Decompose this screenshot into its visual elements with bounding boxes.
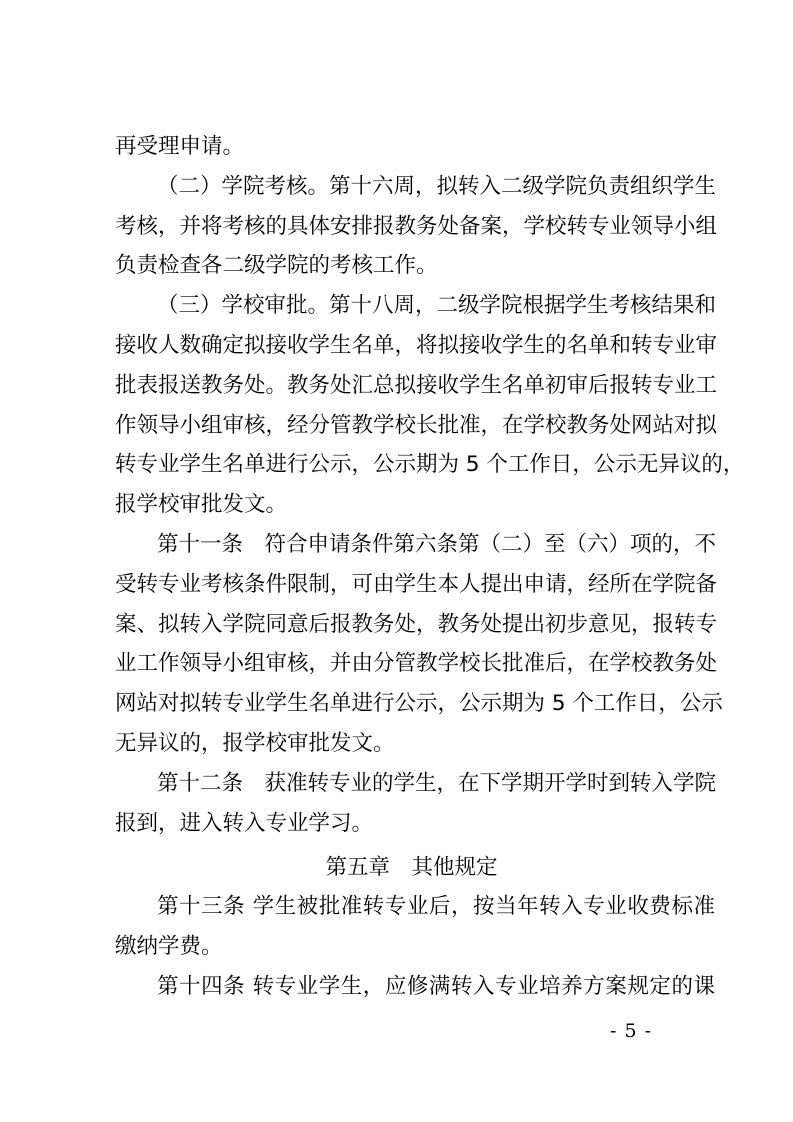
text-line: 缴纳学费。 xyxy=(115,934,223,959)
text-line: 转专业学生名单进行公示，公示期为 5 个工作日，公示无异议的， xyxy=(115,452,745,477)
text-line: 业工作领导小组审核，并由分管教学校长批准后，在学校教务处 xyxy=(115,651,718,676)
text-line: 批表报送教务处。教务处汇总拟接收学生名单初审后报转专业工 xyxy=(115,373,718,398)
text-line: 作领导小组审核，经分管教学校长批准，在学校教务处网站对拟 xyxy=(115,413,718,438)
text-line: 网站对拟转专业学生名单进行公示，公示期为 5 个工作日，公示 xyxy=(115,691,723,716)
text-line: （二）学院考核。第十六周，拟转入二级学院负责组织学生 xyxy=(157,174,717,199)
text-line: 报到，进入转入专业学习。 xyxy=(115,811,374,836)
text-line: （三）学校审批。第十八周，二级学院根据学生考核结果和 xyxy=(157,293,717,318)
text-line: 报学校审批发文。 xyxy=(115,492,288,517)
text-line: 考核，并将考核的具体安排报教务处备案，学校转专业领导小组 xyxy=(115,214,718,239)
text-line: 受转专业考核条件限制，可由学生本人提出申请，经所在学院备 xyxy=(115,572,718,597)
chapter-title: 第五章 其他规定 xyxy=(325,855,498,880)
text-line: 接收人数确定拟接收学生名单，将拟接收学生的名单和转专业审 xyxy=(115,333,718,358)
page-number: - 5 - xyxy=(610,1020,653,1042)
article-heading-line: 第十二条 获准转专业的学生，在下学期开学时到转入学院 xyxy=(157,771,717,796)
text-line: 案、拟转入学院同意后报教务处，教务处提出初步意见，报转专 xyxy=(115,612,718,637)
article-heading-line: 第十三条 学生被批准转专业后，按当年转入专业收费标准 xyxy=(157,894,715,919)
text-line: 无异议的，报学校审批发文。 xyxy=(115,731,395,756)
article-heading-line: 第十四条 转专业学生，应修满转入专业培养方案规定的课 xyxy=(157,974,715,999)
text-line: 负责检查各二级学院的考核工作。 xyxy=(115,253,438,278)
text-line: 再受理申请。 xyxy=(115,134,245,159)
article-heading-line: 第十一条 符合申请条件第六条第（二）至（六）项的，不 xyxy=(157,532,717,557)
